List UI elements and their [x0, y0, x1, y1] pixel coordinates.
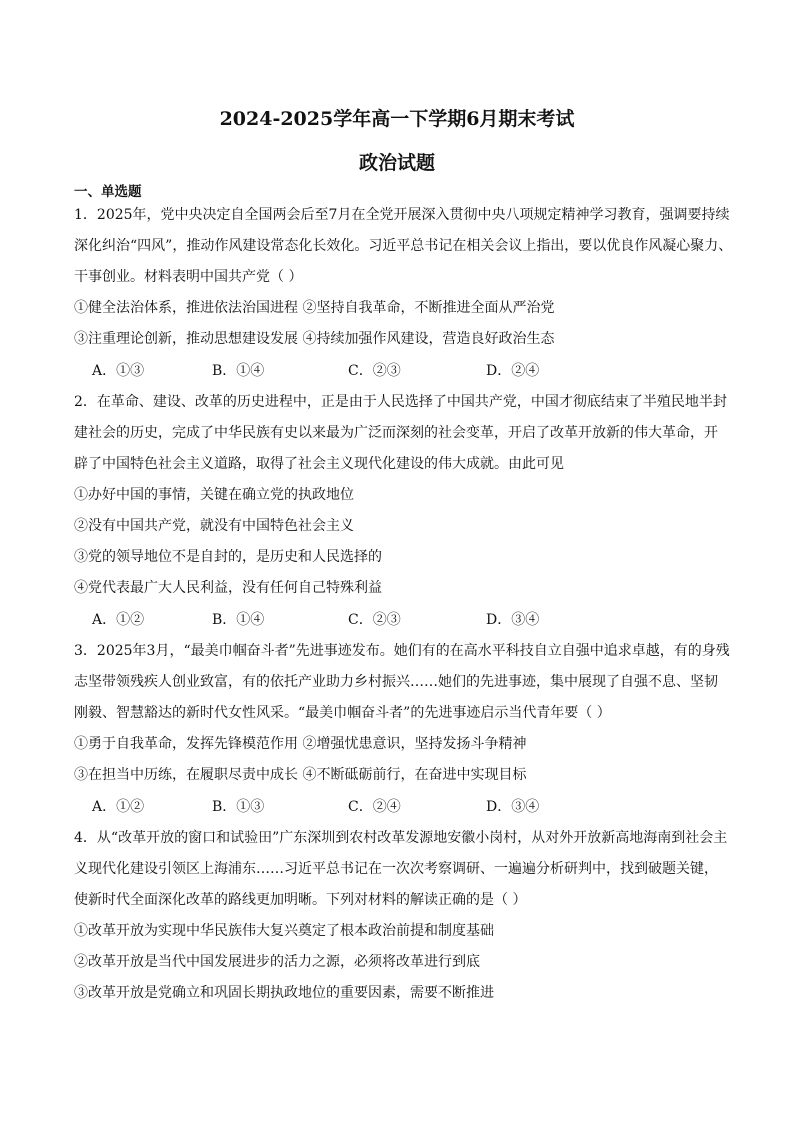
question-3-stem-line-1: 3．2025年3月，“最美巾帼奋斗者”先进事迹发布。她们有的在高水平科技自立自强中追求卓越，有的身残 — [74, 643, 730, 659]
option-d[interactable]: D．②④ — [486, 363, 540, 379]
option-a[interactable]: A．①③ — [92, 363, 145, 379]
question-2-stem-line-3: 辟了中国特色社会主义道路，取得了社会主义现代化建设的伟大成就。由此可见 — [74, 456, 564, 472]
question-2-statement: ②没有中国共产党，就没有中国特色社会主义 — [74, 518, 354, 534]
question-1-stem-line-3: 干事创业。材料表明中国共产党（ ） — [74, 269, 303, 285]
question-1-statement: ③注重理论创新，推动思想建设发展 ④持续加强作风建设，营造良好政治生态 — [74, 331, 555, 347]
question-4-statement: ②改革开放是当代中国发展进步的活力之源，必须将改革进行到底 — [74, 954, 480, 970]
question-2-statement: ③党的领导地位不是自封的，是历史和人民选择的 — [74, 549, 382, 565]
option-c[interactable]: C．②③ — [348, 363, 401, 379]
question-2-stem-line-2: 建社会的历史，完成了中华民族有史以来最为广泛而深刻的社会变革，开启了改革开放新的伟大革命，开 — [74, 425, 718, 441]
question-4-stem-line-3: 使新时代全面深化改革的路线更加明晰。下列对材料的解读正确的是（ ） — [74, 892, 527, 908]
option-a[interactable]: A．①② — [92, 612, 145, 628]
question-4-stem-line-2: 义现代化建设引领区上海浦东……习近平总书记在一次次考察调研、一遍遍分析研判中，找到破题关键， — [74, 861, 718, 877]
exam-subtitle: 政治试题 — [358, 152, 435, 174]
question-3-statement: ③在担当中历练，在履职尽责中成长 ④不断砥砺前行，在奋进中实现目标 — [74, 767, 527, 783]
option-c[interactable]: C．②③ — [348, 612, 401, 628]
question-4-statement: ③改革开放是党确立和巩固长期执政地位的重要因素，需要不断推进 — [74, 985, 494, 1001]
option-d[interactable]: D．③④ — [486, 612, 540, 628]
question-4-stem-line-1: 4．从“改革开放的窗口和试验田”广东深圳到农村改革发源地安徽小岗村，从对外开放新高地海南到社会主 — [74, 830, 728, 846]
option-a[interactable]: A．①② — [92, 799, 145, 815]
option-b[interactable]: B．①③ — [212, 799, 265, 815]
option-d[interactable]: D．③④ — [486, 799, 540, 815]
question-1-stem-line-1: 1．2025年，党中央决定自全国两会后至7月在全党开展深入贯彻中央八项规定精神学习教育，强调要持续 — [74, 207, 730, 223]
question-1-stem-line-2: 深化纠治“四风”，推动作风建设常态化长效化。习近平总书记在相关会议上指出，要以优良作风凝心聚力、 — [74, 238, 733, 254]
question-2-statement: ①办好中国的事情，关键在确立党的执政地位 — [74, 487, 354, 503]
question-3-statement: ①勇于自我革命，发挥先锋模范作用 ②增强忧患意识，坚持发扬斗争精神 — [74, 736, 527, 752]
question-1-statement: ①健全法治体系，推进依法治国进程 ②坚持自我革命，不断推进全面从严治党 — [74, 300, 555, 316]
question-4-statement: ①改革开放为实现中华民族伟大复兴奠定了根本政治前提和制度基础 — [74, 923, 494, 939]
section-heading: 一、单选题 — [74, 184, 142, 200]
option-b[interactable]: B．①④ — [212, 612, 265, 628]
question-3-stem-line-3: 刚毅、智慧豁达的新时代女性风采。“最美巾帼奋斗者”的先进事迹启示当代青年要（ ） — [74, 705, 611, 721]
option-b[interactable]: B．①④ — [212, 363, 265, 379]
option-c[interactable]: C．②④ — [348, 799, 401, 815]
question-2-stem-line-1: 2．在革命、建设、改革的历史进程中，正是由于人民选择了中国共产党，中国才彻底结束了半殖民地半封 — [74, 394, 727, 410]
exam-title: 2024-2025学年高一下学期6月期末考试 — [219, 108, 575, 130]
question-3-stem-line-2: 志坚带领残疾人创业致富，有的依托产业助力乡村振兴……她们的先进事迹，集中展现了自强不息、坚韧 — [74, 674, 718, 690]
question-2-statement: ④党代表最广大人民利益，没有任何自己特殊利益 — [74, 580, 382, 596]
